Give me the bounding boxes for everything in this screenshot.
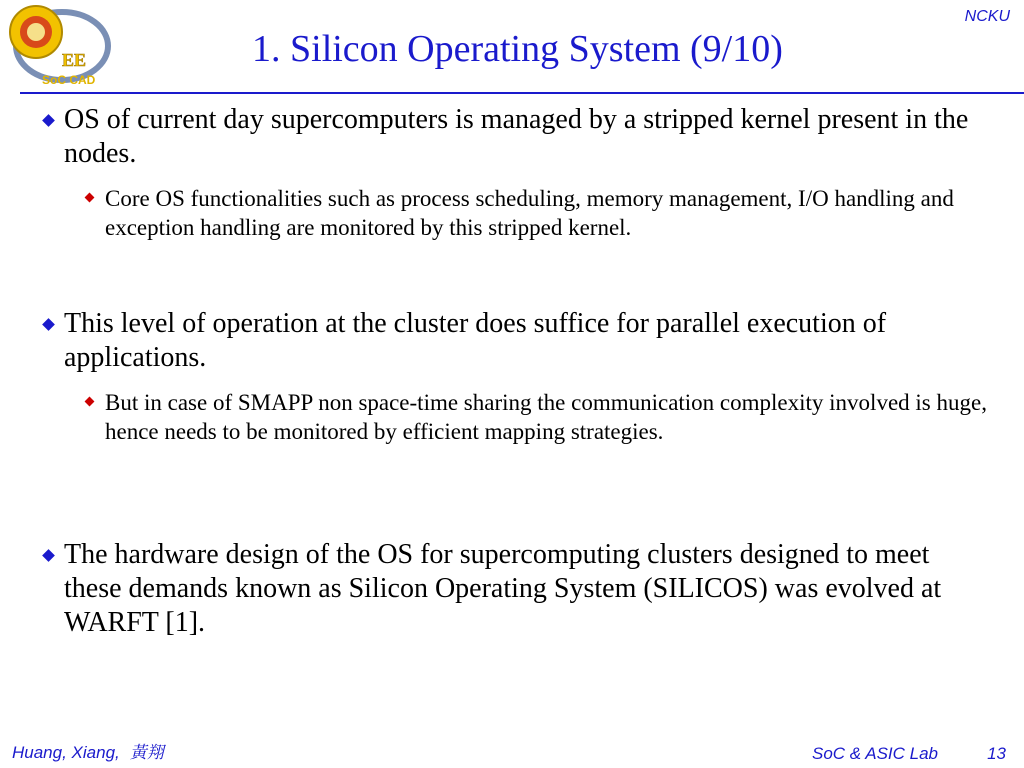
bullet-text: The hardware design of the OS for supercomputing clusters designed to meet these demands known as Silicon Operating System (SILICOS) was evolved at WARFT [1].: [64, 539, 942, 638]
author-label: [12, 738, 164, 763]
svg-text:EE: EE: [62, 50, 87, 70]
soc-cad-logo: [4, 2, 114, 88]
sub-bullet-item: [86, 184, 996, 242]
bullet-item: [44, 538, 984, 640]
svg-text:SoC CAD: SoC CAD: [42, 73, 96, 87]
sub-bullet-text: Core OS functionalities such as process scheduling, memory management, I/O handling and exception handling are monitored by this stripped kernel.: [105, 186, 954, 240]
bullet-item: [44, 307, 984, 375]
page-number: 13: [987, 744, 1006, 763]
lab-label: SoC & ASIC Lab: [812, 744, 938, 763]
logo-emblem-icon: [4, 2, 114, 88]
bullet-item: [44, 103, 984, 171]
author-name-chinese: 黃翔: [129, 743, 164, 763]
author-name: Huang, Xiang,: [12, 743, 120, 762]
slide-title: 1. Silicon Operating System (9/10): [252, 28, 783, 70]
title-divider: [20, 92, 1024, 94]
bullet-text: This level of operation at the cluster does suffice for parallel execution of applications.: [64, 308, 887, 373]
institution-label: NCKU: [964, 8, 1010, 25]
bullet-text: OS of current day supercomputers is managed by a stripped kernel present in the nodes.: [64, 104, 969, 169]
sub-bullet-item: [86, 388, 996, 446]
sub-bullet-text: But in case of SMAPP non space-time sharing the communication complexity involved is huge, hence needs to be monitored by efficient mapping strategies.: [105, 390, 987, 444]
